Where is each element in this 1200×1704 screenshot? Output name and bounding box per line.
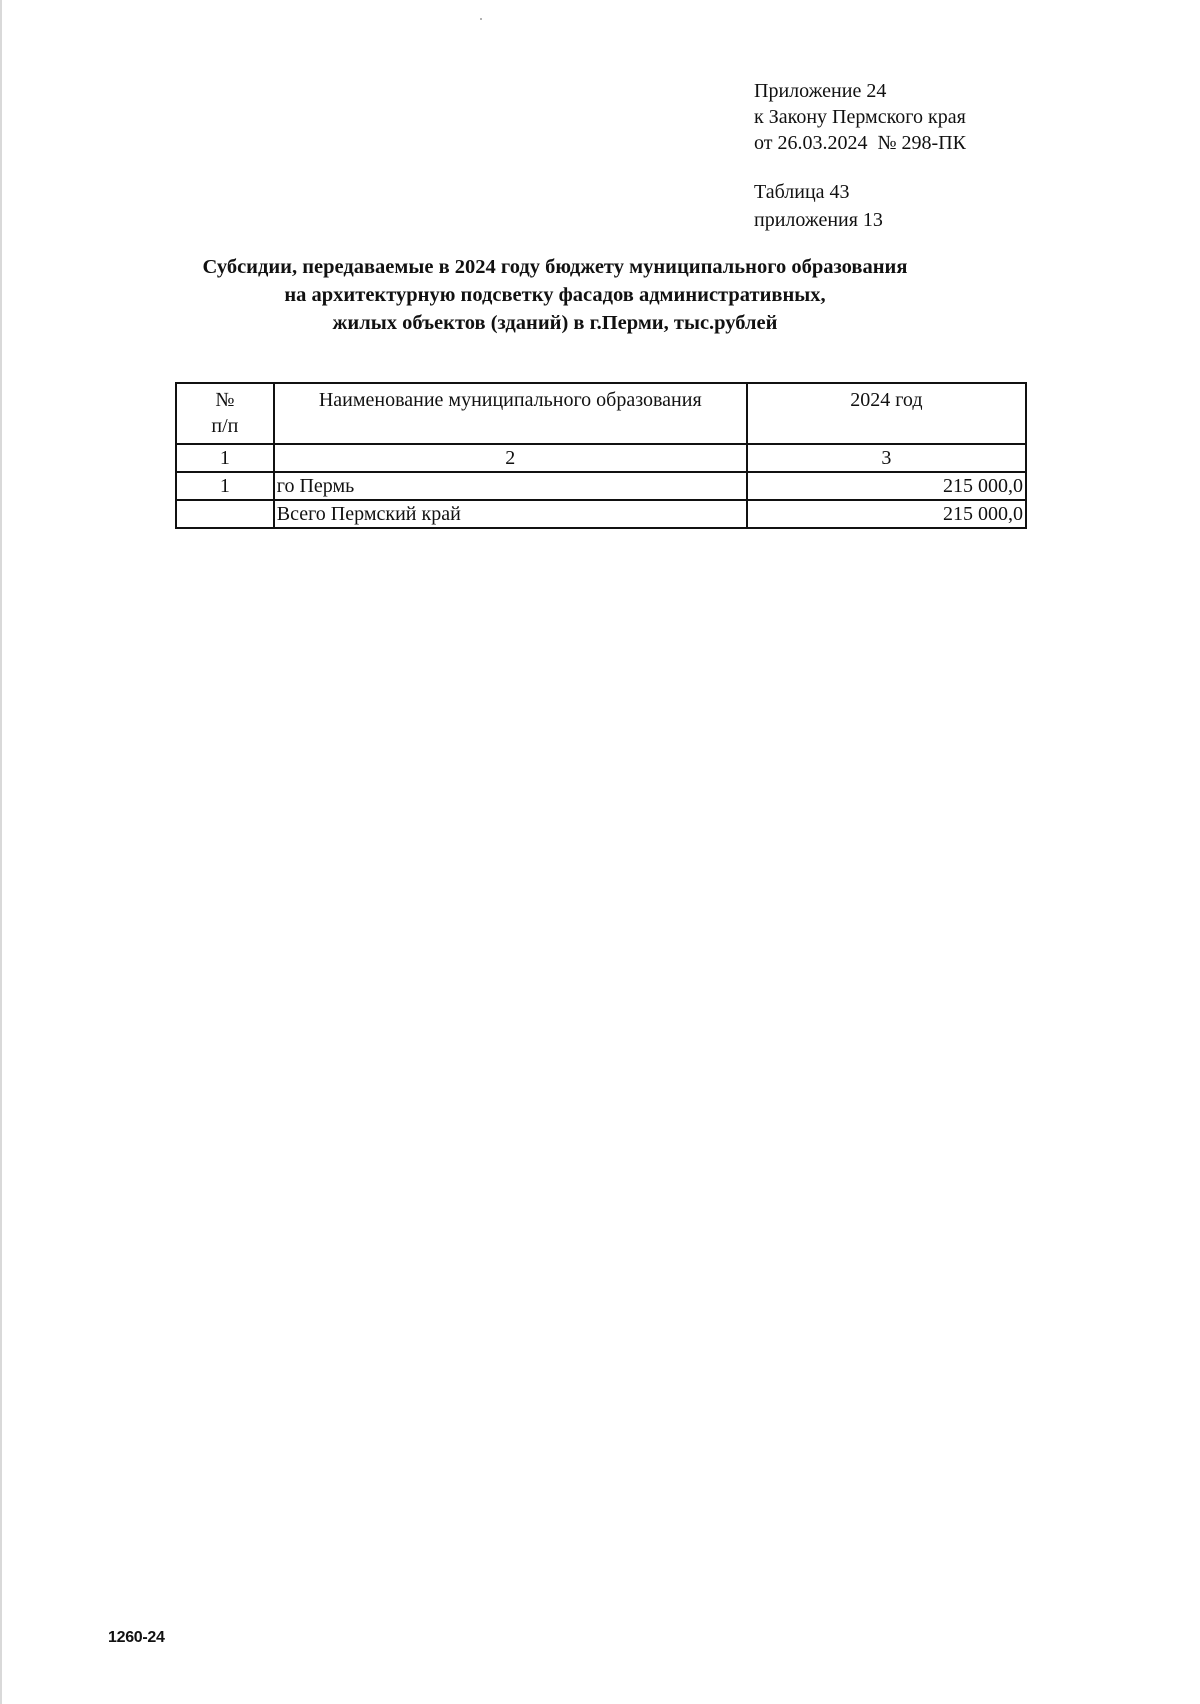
scan-speck [480, 18, 482, 20]
header-cell-number [176, 383, 274, 444]
header-cell-name: Наименование муниципального образования [274, 383, 747, 444]
column-number-cell: 1 [176, 444, 274, 472]
document-number: 1260-24 [108, 1629, 165, 1646]
scan-edge [0, 0, 2, 1704]
total-amount-cell: 215 000,0 [747, 500, 1026, 528]
header-cell-year: 2024 год [747, 383, 1026, 444]
header-number-line: п/п [211, 415, 239, 437]
column-number-cell: 2 [274, 444, 747, 472]
attachment-line: к Закону Пермского края [754, 106, 966, 128]
total-label-cell: Всего Пермский край [274, 500, 747, 528]
table-total-row [176, 500, 1026, 528]
attachment-reference [754, 78, 966, 156]
column-number-cell: 3 [747, 444, 1026, 472]
title-line: Субсидии, передаваемые в 2024 году бюджету муниципального образования [202, 256, 908, 278]
table-reference-line: приложения 13 [754, 209, 883, 231]
attachment-line: от 26.03.2024 № 298-ПК [754, 132, 967, 154]
table-row [176, 472, 1026, 500]
row-number-cell [176, 500, 274, 528]
document-title [150, 253, 960, 337]
subsidy-table [175, 382, 1027, 529]
title-line: жилых объектов (зданий) в г.Перми, тыс.рублей [332, 312, 778, 334]
municipality-name-cell: го Пермь [274, 472, 747, 500]
header-number-line: № [215, 389, 235, 411]
attachment-line: Приложение 24 [754, 80, 887, 102]
table-reference-line: Таблица 43 [754, 181, 850, 203]
column-number-row [176, 444, 1026, 472]
amount-cell: 215 000,0 [747, 472, 1026, 500]
title-line: на архитектурную подсветку фасадов административных, [284, 284, 826, 306]
row-number-cell: 1 [176, 472, 274, 500]
table-reference [754, 178, 883, 234]
table-header-row [176, 383, 1026, 444]
